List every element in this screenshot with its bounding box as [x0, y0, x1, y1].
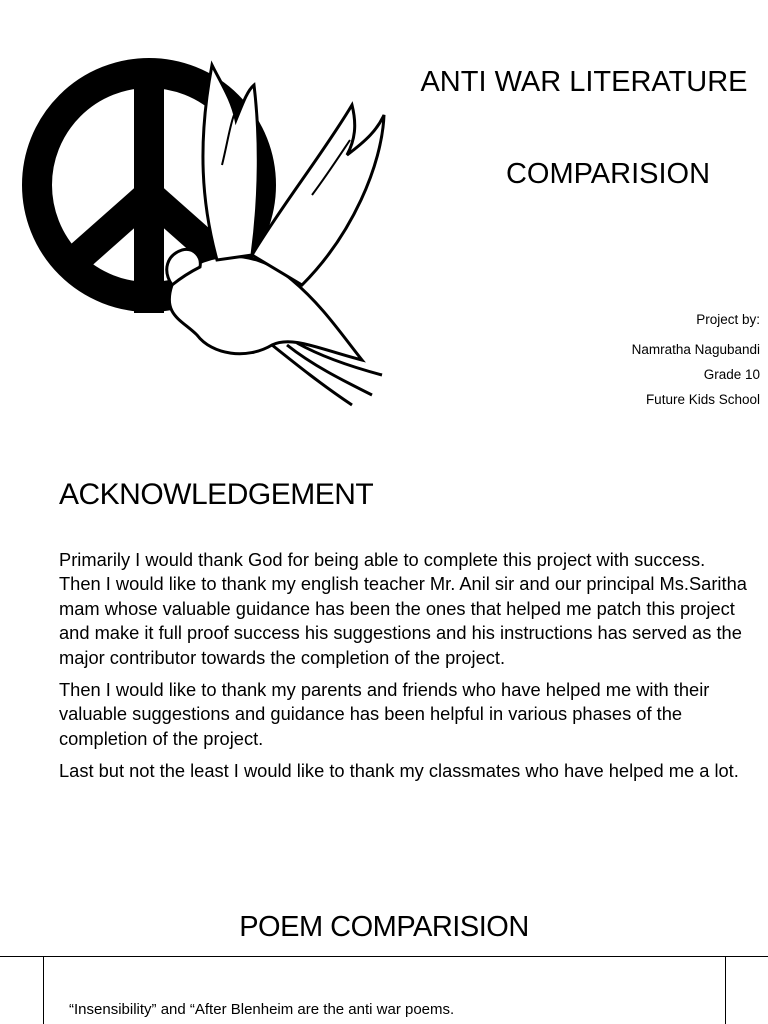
table-right-border — [725, 956, 726, 1024]
acknowledgement-heading: ACKNOWLEDGEMENT — [59, 478, 374, 511]
cover-slide — [0, 0, 768, 430]
peace-dove-icon — [22, 45, 396, 417]
cover-title-line1: ANTI WAR LITERATURE — [420, 66, 748, 98]
author-name: Namratha Nagubandi — [631, 342, 760, 357]
poem-comparision-slide — [0, 875, 768, 1024]
project-by-label: Project by: — [696, 312, 760, 327]
poem-intro-text: “Insensibility” and “After Blenheim are the anti war poems. — [69, 1001, 455, 1018]
acknowledgement-slide — [0, 430, 768, 875]
author-grade: Grade 10 — [703, 367, 760, 382]
acknowledgement-paragraph: Primarily I would thank God for being able to complete this project with success. Then I would like to thank my english teacher Mr. Anil sir and our principal Ms.Saritha mam whose valuable guidance has been the ones that helped me patch this project and make it full proof success his suggestions and his instructions has served as the major contributor towards the completion of the project. — [59, 549, 747, 668]
table-top-border — [0, 956, 768, 957]
acknowledgement-paragraph: Last but not the least I would like to thank my classmates who have helped me a lot. — [59, 760, 739, 782]
cover-title-line2: COMPARISION — [505, 158, 711, 190]
author-school: Future Kids School — [645, 392, 760, 407]
poem-comparision-heading: POEM COMPARISION — [239, 911, 529, 943]
table-left-border — [43, 956, 44, 1024]
acknowledgement-body — [59, 548, 749, 792]
acknowledgement-paragraph: Then I would like to thank my parents and friends who have helped me with their valuable suggestions and guidance has been helpful in various phases of the completion of the project. — [59, 679, 710, 749]
